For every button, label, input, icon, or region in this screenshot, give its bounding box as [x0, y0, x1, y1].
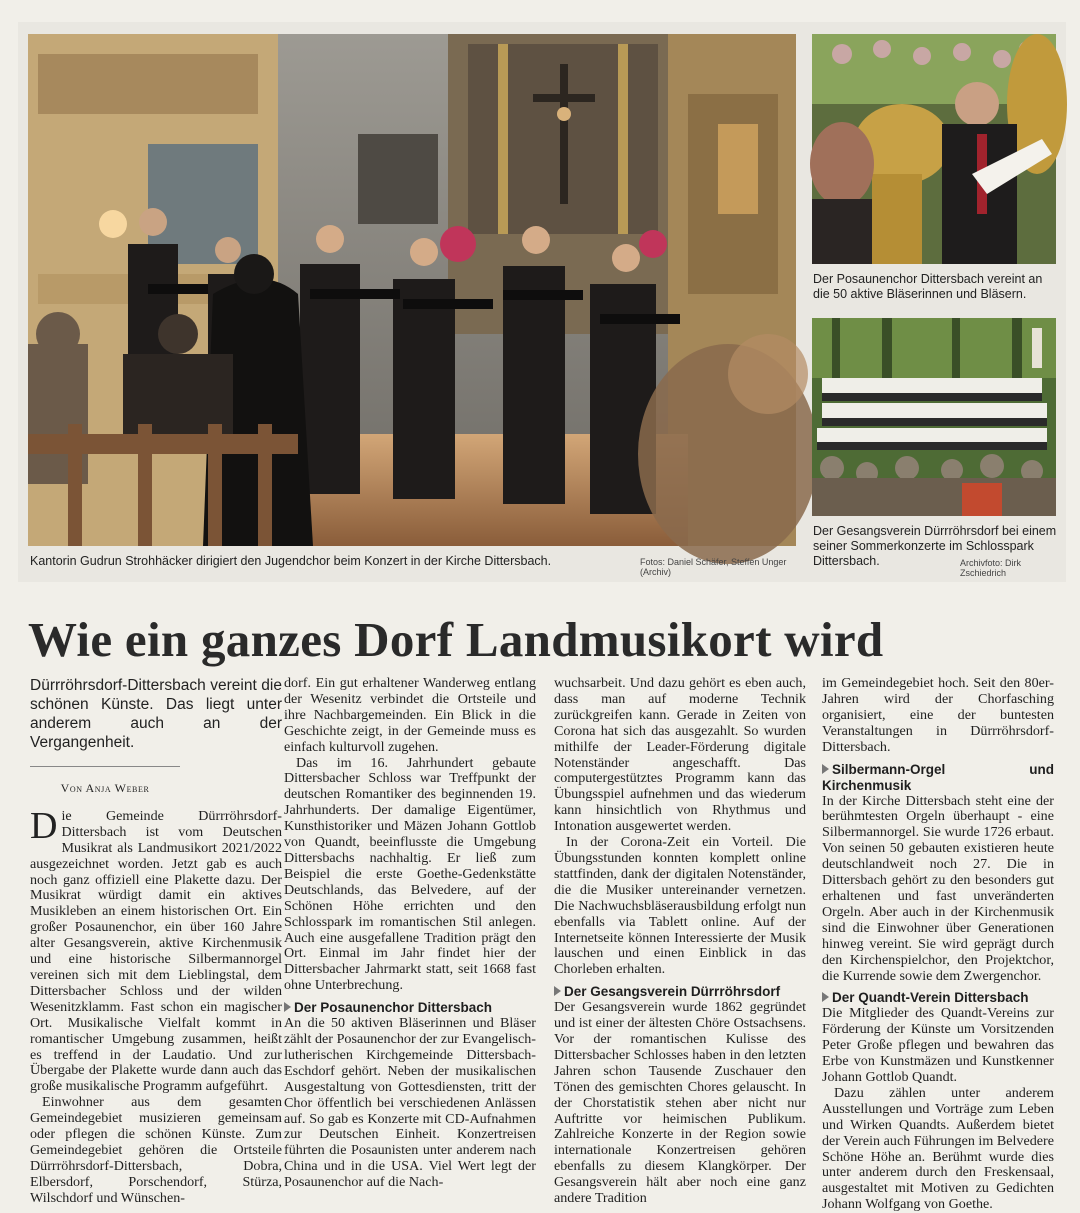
subheading: Der Quandt-Verein Dittersbach	[822, 990, 1054, 1006]
subheading: Der Posaunenchor Dittersbach	[284, 1000, 536, 1016]
article-column-1	[30, 676, 282, 1207]
paragraph: im Gemeindegebiet hoch. Seit den 80er-Jahren wird der Chorfasching organisiert, eine der buntesten Veranstaltungen in Dürrröhrsdorf-Dittersbach.	[822, 675, 1054, 755]
subheading: Der Gesangsverein Dürrröhrsdorf	[554, 984, 806, 1000]
paragraph: wuchsarbeit. Und dazu gehört es eben auch, dass man auf moderne Technik zurückgreifen kann. Gerade in Zeiten von Corona hat sich das ausgezahlt. So wurden mithilfe der Leader-Förderung digitale Notenständer angeschafft. Das computergestütztes Programm kann das Übungsspiel aufnehmen und das wiederum kann hinsichtlich von Rhythmus und Intonation ausgewertet werden.	[554, 675, 806, 835]
choir-park-credit: Archivfoto: Dirk Zschiedrich	[960, 558, 1022, 578]
article-headline: Wie ein ganzes Dorf Landmusikort wird	[28, 612, 884, 667]
photo-block	[18, 22, 1066, 582]
lead-divider	[30, 766, 180, 767]
subheading: Silbermann-Orgel und Kirchenmusik	[822, 761, 1054, 793]
article-lead: Dürrröhrsdorf-Dittersbach vereint die schönen Künste. Das liegt unter anderem auch an der Vergangenheit.	[30, 677, 282, 751]
paragraph: An die 50 aktiven Bläserinnen und Bläser zählt der Posaunenchor der zur Evangelisch-lutherischen Kirchgemeinde Dittersbach-Eschdorf gehört. Neben der musikalischen Ausgestaltung von Gottesdiensten, tritt der Chor öffentlich bei verschiedenen Anlässen auf. So gab es Konzerte mit CD-Aufnahmen zur Deutschen Einheit. Konzertreisen führten die Posaunisten unter anderem nach China und in die USA. Viel Wert legt der Posaunenchor auf die Nach-	[284, 1015, 536, 1191]
main-photo-church-concert	[28, 34, 796, 546]
paragraph: Die Gemeinde Dürrröhrsdorf-Dittersbach ist vom Deutschen Musikrat als Landmusikort 2021/2022 ausgezeichnet worden. Jetzt gab es auch noch ganz offiziell eine Plakette dazu. Der Musikrat würdigt damit ein aktives Musikleben an einem historischen Ort. Ein großer Posaunenchor, ein über 160 Jahre alter Gesangsverein, aktive Kirchenmusik und eine historische Silbermannorgel vereinen sich mit dem Lieblingstal, dem Dittersbacher Schloss und der wilden Wesenitzklamm. Fast schon ein magischer Ort. Musikalische Vielfalt kommt in romantischer Umgebung zusammen, heißt es treffend in der Laudatio. Und zur Übergabe der Plakette wurde dann auch das große musikalische Programm aufgeführt.	[30, 804, 282, 1095]
main-photo-credit: Fotos: Daniel Schäfer, Steffen Unger (Archiv)	[640, 557, 787, 577]
article-column-2	[284, 676, 536, 1191]
triangle-bullet-icon	[822, 764, 829, 774]
article-byline: Von Anja Weber	[60, 781, 150, 795]
paragraph: Das im 16. Jahrhundert gebaute Dittersbacher Schloss war Treffpunkt der deutschen Romantiker des beginnenden 19. Jahrhunderts. Der damalige Eigentümer, Kunsthistoriker und Mäzen Johann Gottlob von Quandt, beeinflusste die Umgebung Dittersbachs nachhaltig. Er ließ zum Beispiel die erste Goethe-Gedenkstätte Deutschlands, das Belvedere, auf der Schönen Höhe errichten und den Schlosspark im romantischen Stil anlegen. Auch eine ausgefallene Tradition prägt den Ort. Einmal im Jahr findet hier der Dittersbacher Jahrmarkt statt, seit 1668 fast ohne Unterbrechung.	[284, 754, 536, 994]
paragraph: dorf. Ein gut erhaltener Wanderweg entlang der Wesenitz verbindet die Ortsteile und ihre Nachbargemeinden. Ein Blick in die Geschichte zeigt, in der Gemeinde muss es einfach kulturvoll zugehen.	[284, 675, 536, 755]
paragraph: Einwohner aus dem gesamten Gemeindegebiet musizieren gemeinsam oder pflegen die schönen Künste. Zum Gemeindegebiet gehören die Ortsteile Dürrröhrsdorf-Dittersbach, Dobra, Elbersdorf, Porschendorf, Stürza, Wilschdorf und Wünschen-	[30, 1094, 282, 1206]
photo-brass-band	[812, 34, 1056, 264]
paragraph: Dazu zählen unter anderem Ausstellungen und Vorträge zum Leben und Wirken Quandts. Außerdem bietet der Verein auch Führungen im Belvedere Schöne Höhe an. Berühmt wurde dies unter anderem durch den Freskensaal, ausgestaltet mit Motiven zu Gedichten Johann Wolfgang von Goethe.	[822, 1084, 1054, 1213]
paragraph: In der Corona-Zeit ein Vorteil. Die Übungsstunden konnten komplett online stattfinden, dank der digitalen Notenständer, die die Musiker untereinander vernetzen. Die Nachwuchsbläserausbildung erfolgt nun ebenfalls via Tablett online. Auf der Internetseite können Interessierte der Musik lauschen und einen Einblick in das Chorleben erhalten.	[554, 834, 806, 978]
brass-band-caption: Der Posaunenchor Dittersbach vereint an die 50 aktive Bläserinnen und Bläsern.	[813, 272, 1043, 301]
triangle-bullet-icon	[822, 992, 829, 1002]
drop-cap: D	[30, 804, 58, 847]
article-column-3	[554, 676, 806, 1207]
paragraph: Der Gesangsverein wurde 1862 gegründet und ist einer der ältesten Chöre Ostsachsens. Vor der romantischen Kulisse des Dittersbacher Schlosses haben in den letzten Jahren schon Tausende Zuschauer den Tönen des gemischten Chores gelauscht. In der Chorstatistik stehen aber nicht nur Auftritte vor heimischen Publikum. Zahlreiche Konzerte in der Region sowie internationale Konzertreisen gehören ebenfalls zu diesem Klangkörper. Der Gesangsverein hält aber noch eine ganz andere Tradition	[554, 999, 806, 1207]
article-column-4	[822, 676, 1054, 1213]
choir-park-caption: Der Gesangsverein Dürrröhrsdorf bei einem seiner Sommerkonzerte im Schlosspark Dittersbach.	[813, 524, 1057, 568]
triangle-bullet-icon	[284, 1002, 291, 1012]
triangle-bullet-icon	[554, 986, 561, 996]
paragraph: Die Mitglieder des Quandt-Vereins zur Förderung der Künste um Vorsitzenden Peter Große pflegen und bewahren das Erbe von Kunstmäzen und Kunstkenner Johann Gottlob Quandt.	[822, 1005, 1054, 1086]
photo-choir-park	[812, 318, 1056, 516]
main-photo-caption: Kantorin Gudrun Strohhäcker dirigiert den Jugendchor beim Konzert in der Kirche Dittersbach.	[30, 554, 552, 568]
paragraph: In der Kirche Dittersbach steht eine der berühmtesten Orgeln überhaupt - eine Silbermannorgel. Sie wurde 1726 erbaut. Von seinen 50 gebauten existieren heute deutschlandweit noch 27. Die in Dittersbach gehört zu den besonders gut erhaltenen und fast unveränderten Orgeln. Aber auch in der Kirchenmusik sind die Einwohner über Generationen hinweg vereint. Sie wird geprägt durch den Kirchenspielchor, den Projektchor, die Kurrende sowie dem Zwergenchor.	[822, 792, 1054, 984]
